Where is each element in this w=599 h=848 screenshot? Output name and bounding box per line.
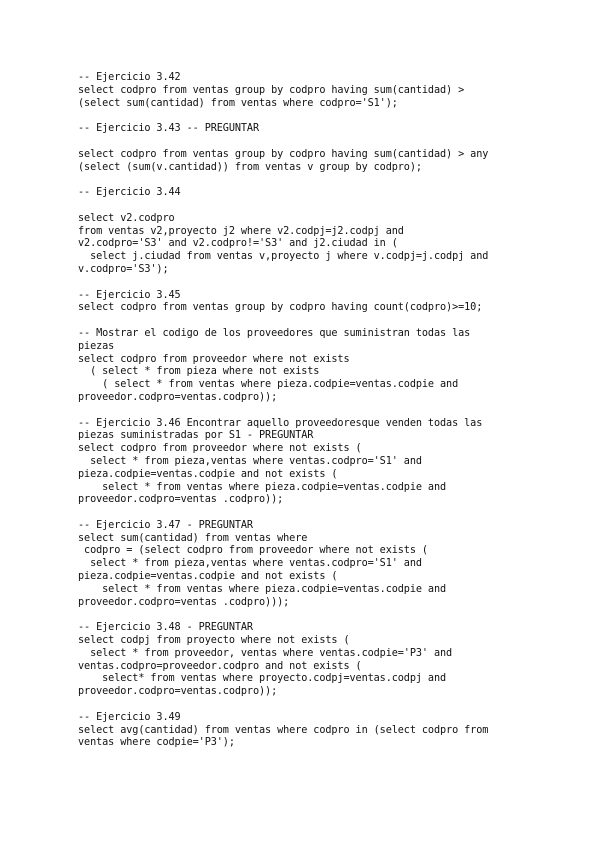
code-line: select * from proveedor, ventas where ventas.codpie='P3' and <box>78 647 453 659</box>
code-line: select codpro from proveedor where not exists ( <box>78 443 362 455</box>
comment-line: -- Ejercicio 3.49 <box>78 711 181 723</box>
code-line: select j.ciudad from ventas v,proyecto j where v.codpj=j.codpj and <box>78 251 489 263</box>
code-line: piezas <box>78 340 115 352</box>
code-line: proveedor.codpro=ventas.codpro)); <box>78 686 278 698</box>
code-line: (select sum(cantidad) from ventas where codpro='S1'); <box>78 97 398 109</box>
blank-line <box>78 110 538 123</box>
blank-line <box>78 174 538 187</box>
sql-code-block <box>78 72 538 750</box>
blank-line <box>78 609 538 622</box>
code-line: pieza.codpie=ventas.codpie and not exists ( <box>78 468 338 480</box>
code-line: select * from pieza,ventas where ventas.codpro='S1' and <box>78 455 422 467</box>
code-line: proveedor.codpro=ventas .codpro)); <box>78 494 284 506</box>
comment-line: -- Ejercicio 3.42 <box>78 72 181 83</box>
comment-line: -- Mostrar el codigo de los proveedores que suministran todas las <box>78 327 471 339</box>
code-line: ( select * from pieza where not exists <box>78 366 320 378</box>
code-line: select * from ventas where pieza.codpie=ventas.codpie and <box>78 481 447 493</box>
code-line: select * from ventas where pieza.codpie=ventas.codpie and <box>78 583 447 595</box>
code-line: select v2.codpro <box>78 212 175 224</box>
blank-line <box>78 699 538 712</box>
comment-line: -- Ejercicio 3.47 - PREGUNTAR <box>78 519 253 531</box>
code-line: pieza.codpie=ventas.codpie and not exists ( <box>78 571 338 583</box>
code-line: select codpro from ventas group by codpro having sum(cantidad) > <box>78 84 465 96</box>
blank-line <box>78 136 538 149</box>
blank-line <box>78 277 538 290</box>
code-line: select codpro from ventas group by codpro having count(codpro)>=10; <box>78 302 483 314</box>
comment-line: -- Ejercicio 3.46 Encontrar aquello proveedoresque venden todas las <box>78 417 483 429</box>
code-line: v.codpro='S3'); <box>78 263 169 275</box>
blank-line <box>78 315 538 328</box>
code-line: v2.codpro='S3' and v2.codpro!='S3' and j2.ciudad in ( <box>78 238 398 250</box>
blank-line <box>78 200 538 213</box>
code-line: select sum(cantidad) from ventas where <box>78 532 308 544</box>
code-line: select codpro from ventas group by codpro having sum(cantidad) > any <box>78 148 489 160</box>
code-line: from ventas v2,proyecto j2 where v2.codpj=j2.codpj and <box>78 225 404 237</box>
code-line: ( select * from ventas where pieza.codpie=ventas.codpie and <box>78 379 459 391</box>
code-line: codpro = (select codpro from proveedor where not exists ( <box>78 545 428 557</box>
code-line: (select (sum(v.cantidad)) from ventas v group by codpro); <box>78 161 422 173</box>
code-line: proveedor.codpro=ventas.codpro)); <box>78 391 278 403</box>
code-line: select codpro from proveedor where not exists <box>78 353 350 365</box>
comment-line: -- Ejercicio 3.48 - PREGUNTAR <box>78 622 253 634</box>
comment-line: -- Ejercicio 3.43 -- PREGUNTAR <box>78 123 260 135</box>
comment-line: -- Ejercicio 3.44 <box>78 187 181 199</box>
code-line: select * from pieza,ventas where ventas.codpro='S1' and <box>78 558 422 570</box>
code-line: ventas where codpie='P3'); <box>78 737 235 749</box>
code-line: ventas.codpro=proveedor.codpro and not exists ( <box>78 660 362 672</box>
blank-line <box>78 507 538 520</box>
code-line: select* from ventas where proyecto.codpj=ventas.codpj and <box>78 673 447 685</box>
code-line: piezas suministradas por S1 - PREGUNTAR <box>78 430 314 442</box>
code-line: select codpj from proyecto where not exists ( <box>78 635 350 647</box>
code-line: select avg(cantidad) from ventas where codpro in (select codpro from <box>78 724 489 736</box>
comment-line: -- Ejercicio 3.45 <box>78 289 181 301</box>
code-line: proveedor.codpro=ventas .codpro))); <box>78 596 290 608</box>
blank-line <box>78 405 538 418</box>
